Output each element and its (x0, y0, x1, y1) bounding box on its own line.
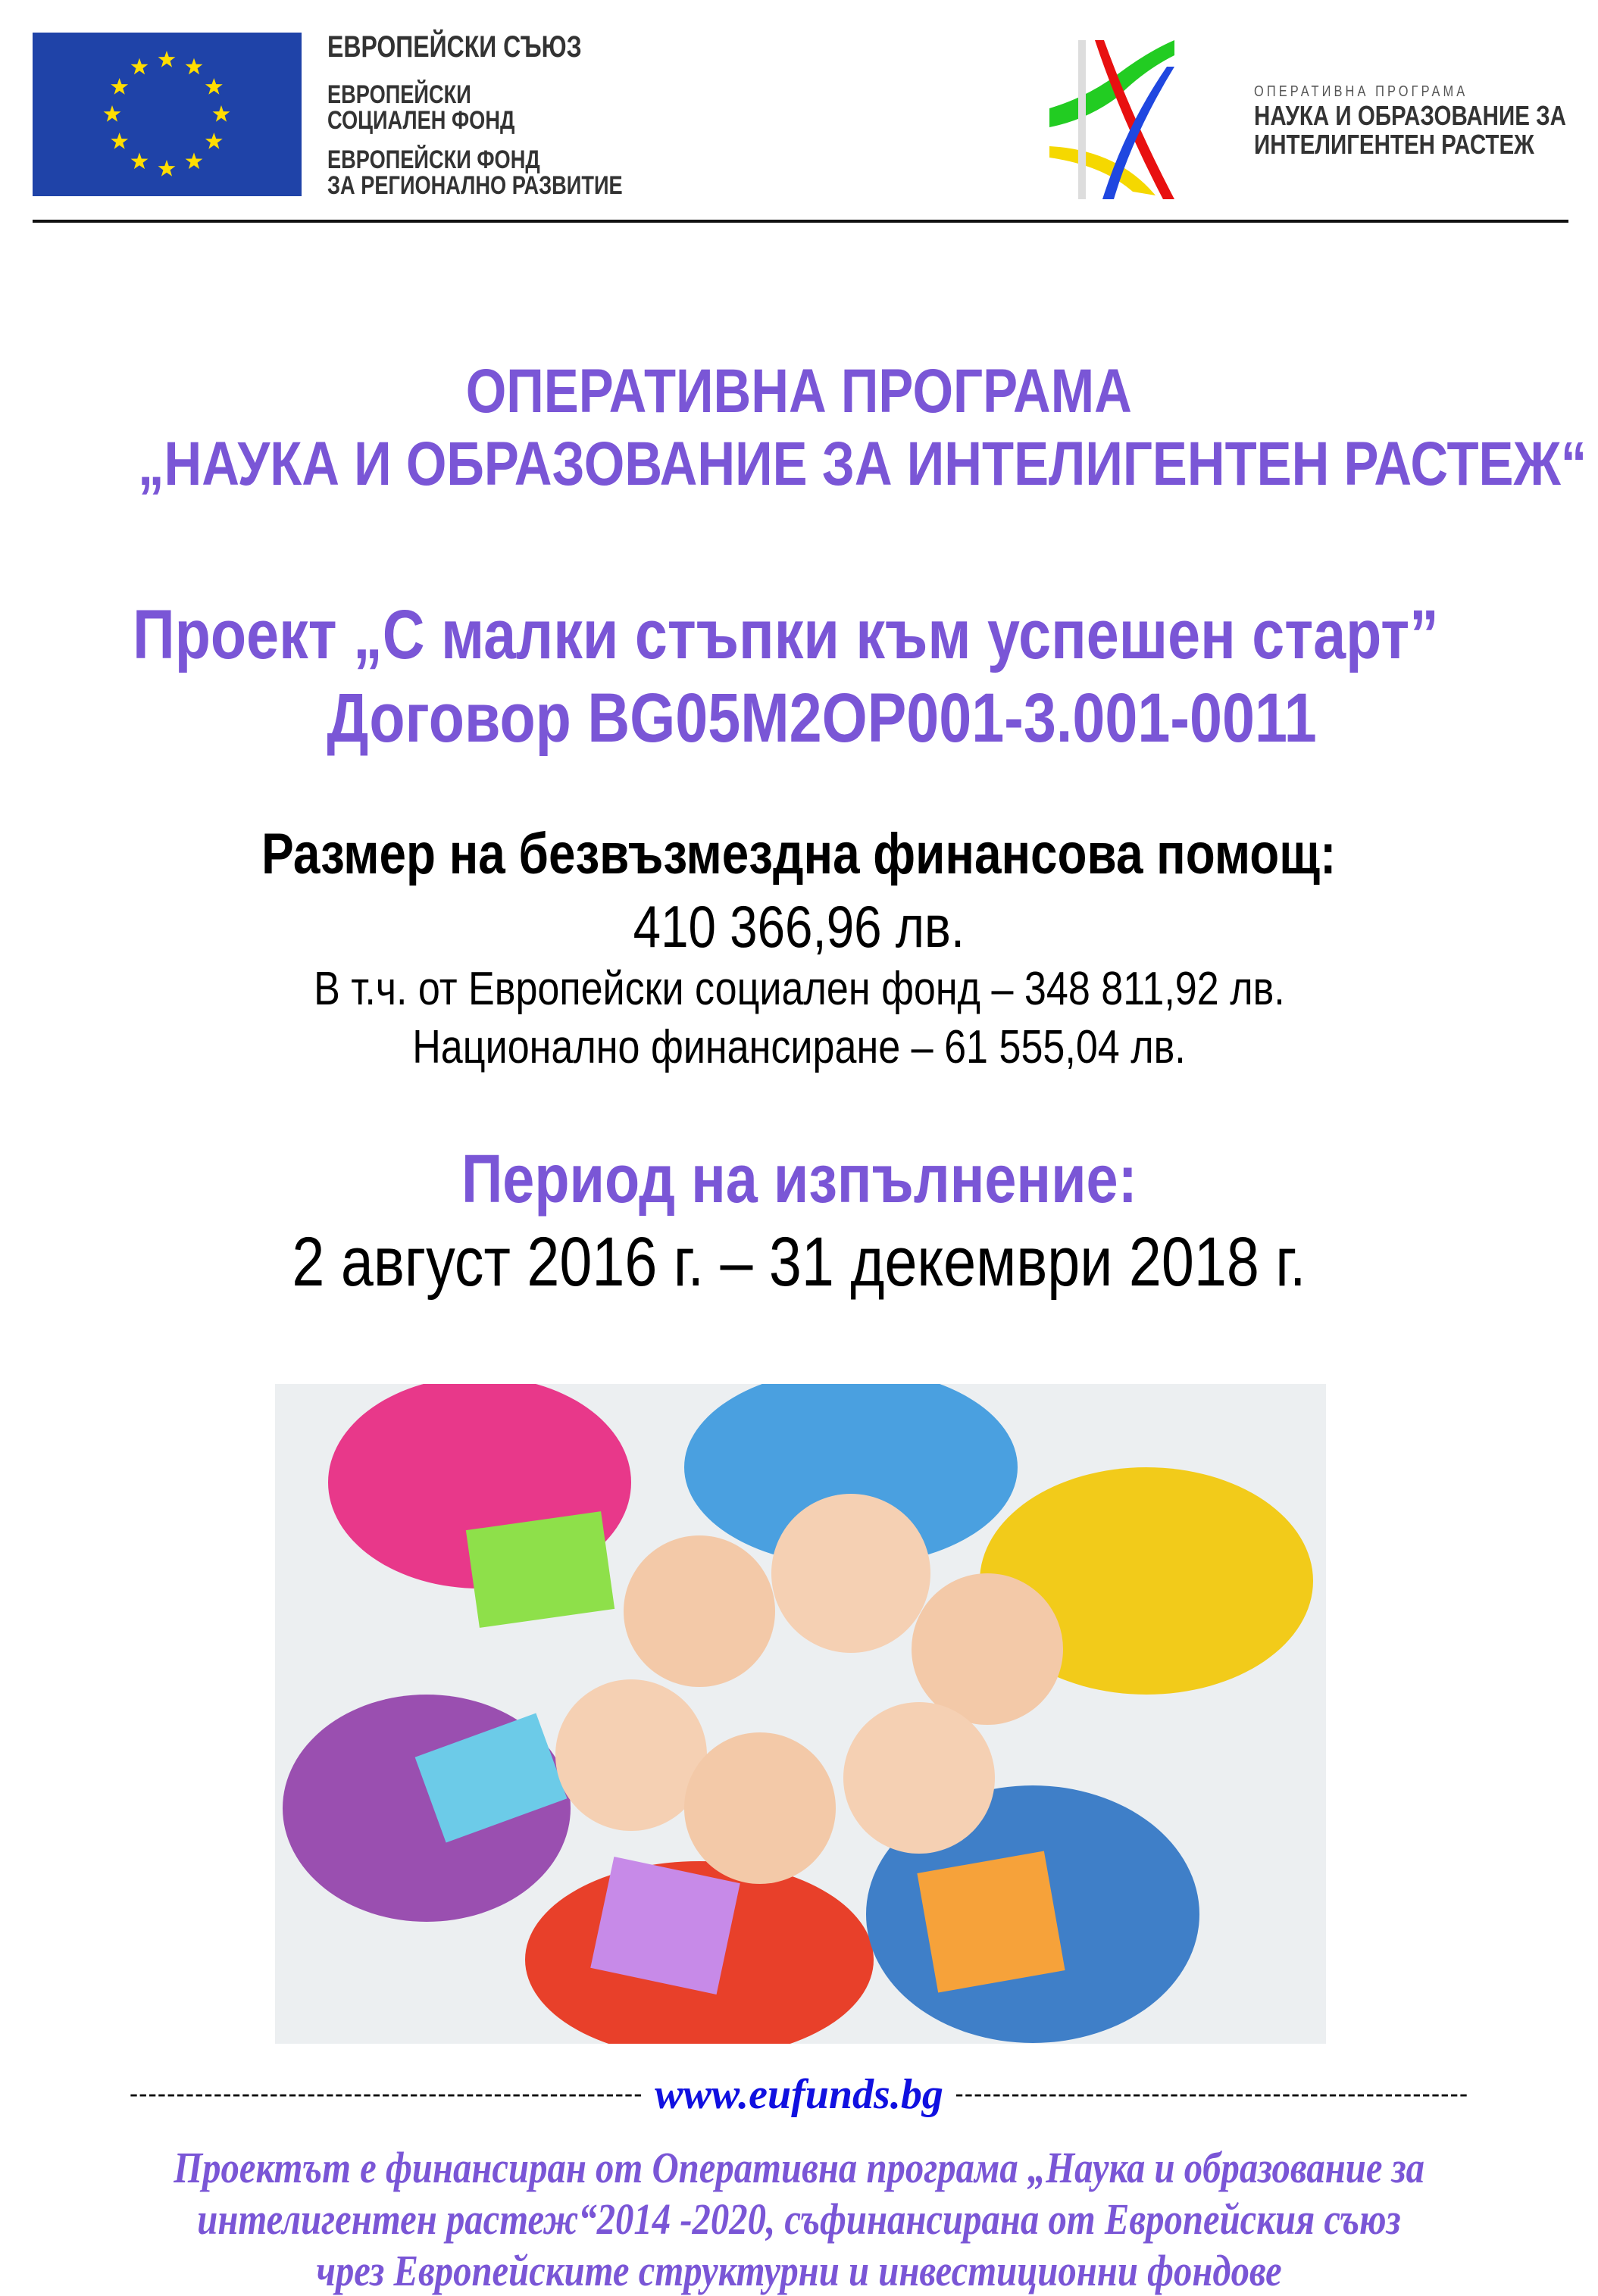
eu-title: ЕВРОПЕЙСКИ СЪЮЗ (327, 30, 582, 64)
header-divider (33, 220, 1568, 223)
op-ribbon-logo (1042, 36, 1254, 203)
funding-line3: чрез Европейските структурни и инвестиционни фондове (316, 2246, 1282, 2295)
eu-stars-icon (33, 33, 302, 196)
funding-line1: Проектът е финансиран от Оперативна програма „Наука и образование за (174, 2143, 1424, 2192)
eu-esf-line2: СОЦИАЛЕН ФОНД (327, 106, 515, 135)
op-logo-line1: НАУКА И ОБРАЗОВАНИЕ ЗА (1254, 100, 1566, 131)
grant-esf: В т.ч. от Европейски социален фонд – 348 811,92 лв. (313, 963, 1285, 1015)
period-label: Период на изпълнение: (461, 1142, 1137, 1217)
star-icon (186, 58, 203, 75)
dashes-left: ------------------------------------------------------- (129, 2079, 643, 2109)
eufunds-link[interactable]: www.eufunds.bg (655, 2071, 943, 2119)
eu-erdf-line2: ЗА РЕГИОНАЛНО РАЗВИТИЕ (327, 171, 623, 200)
project-title: Проект „С малки стъпки към успешен старт” (132, 596, 1439, 673)
star-icon (131, 152, 149, 169)
children-photo (275, 1384, 1326, 2044)
star-icon (205, 78, 223, 95)
star-icon (111, 133, 128, 149)
op-logo-line2: ИНТЕЛИГЕНТЕН РАСТЕЖ (1254, 129, 1534, 160)
eu-esf-line1: ЕВРОПЕЙСКИ (327, 80, 471, 109)
grant-label: Размер на безвъзмездна финансова помощ: (261, 822, 1337, 886)
contract-number: Договор BG05M2OP001-3.001-0011 (327, 679, 1317, 757)
star-icon (104, 105, 121, 122)
star-icon (111, 78, 128, 95)
star-icon (158, 160, 176, 176)
eu-erdf-line1: ЕВРОПЕЙСКИ ФОНД (327, 145, 540, 174)
period-value: 2 август 2016 г. – 31 декември 2018 г. (292, 1223, 1306, 1301)
star-icon (213, 105, 230, 122)
star-icon (158, 51, 176, 67)
star-icon (131, 58, 149, 75)
star-icon (186, 152, 203, 169)
eu-flag-logo (33, 33, 302, 196)
op-logo-small: ОПЕРАТИВНА ПРОГРАМА (1254, 83, 1468, 100)
footer-link-row (0, 2066, 1598, 2119)
dashes-right: ------------------------------------------------------- (955, 2079, 1469, 2109)
program-title-line1: ОПЕРАТИВНА ПРОГРАМА (465, 357, 1133, 426)
grant-total: 410 366,96 лв. (633, 893, 965, 960)
grant-national: Национално финансиране – 61 555,04 лв. (412, 1021, 1186, 1073)
program-title-line2: „НАУКА И ОБРАЗОВАНИЕ ЗА ИНТЕЛИГЕНТЕН РАСТЕЖ“ (138, 430, 1587, 498)
star-icon (205, 133, 223, 149)
funding-line2: интелигентен растеж“2014 -2020, съфинансирана от Европейския съюз (197, 2194, 1401, 2244)
